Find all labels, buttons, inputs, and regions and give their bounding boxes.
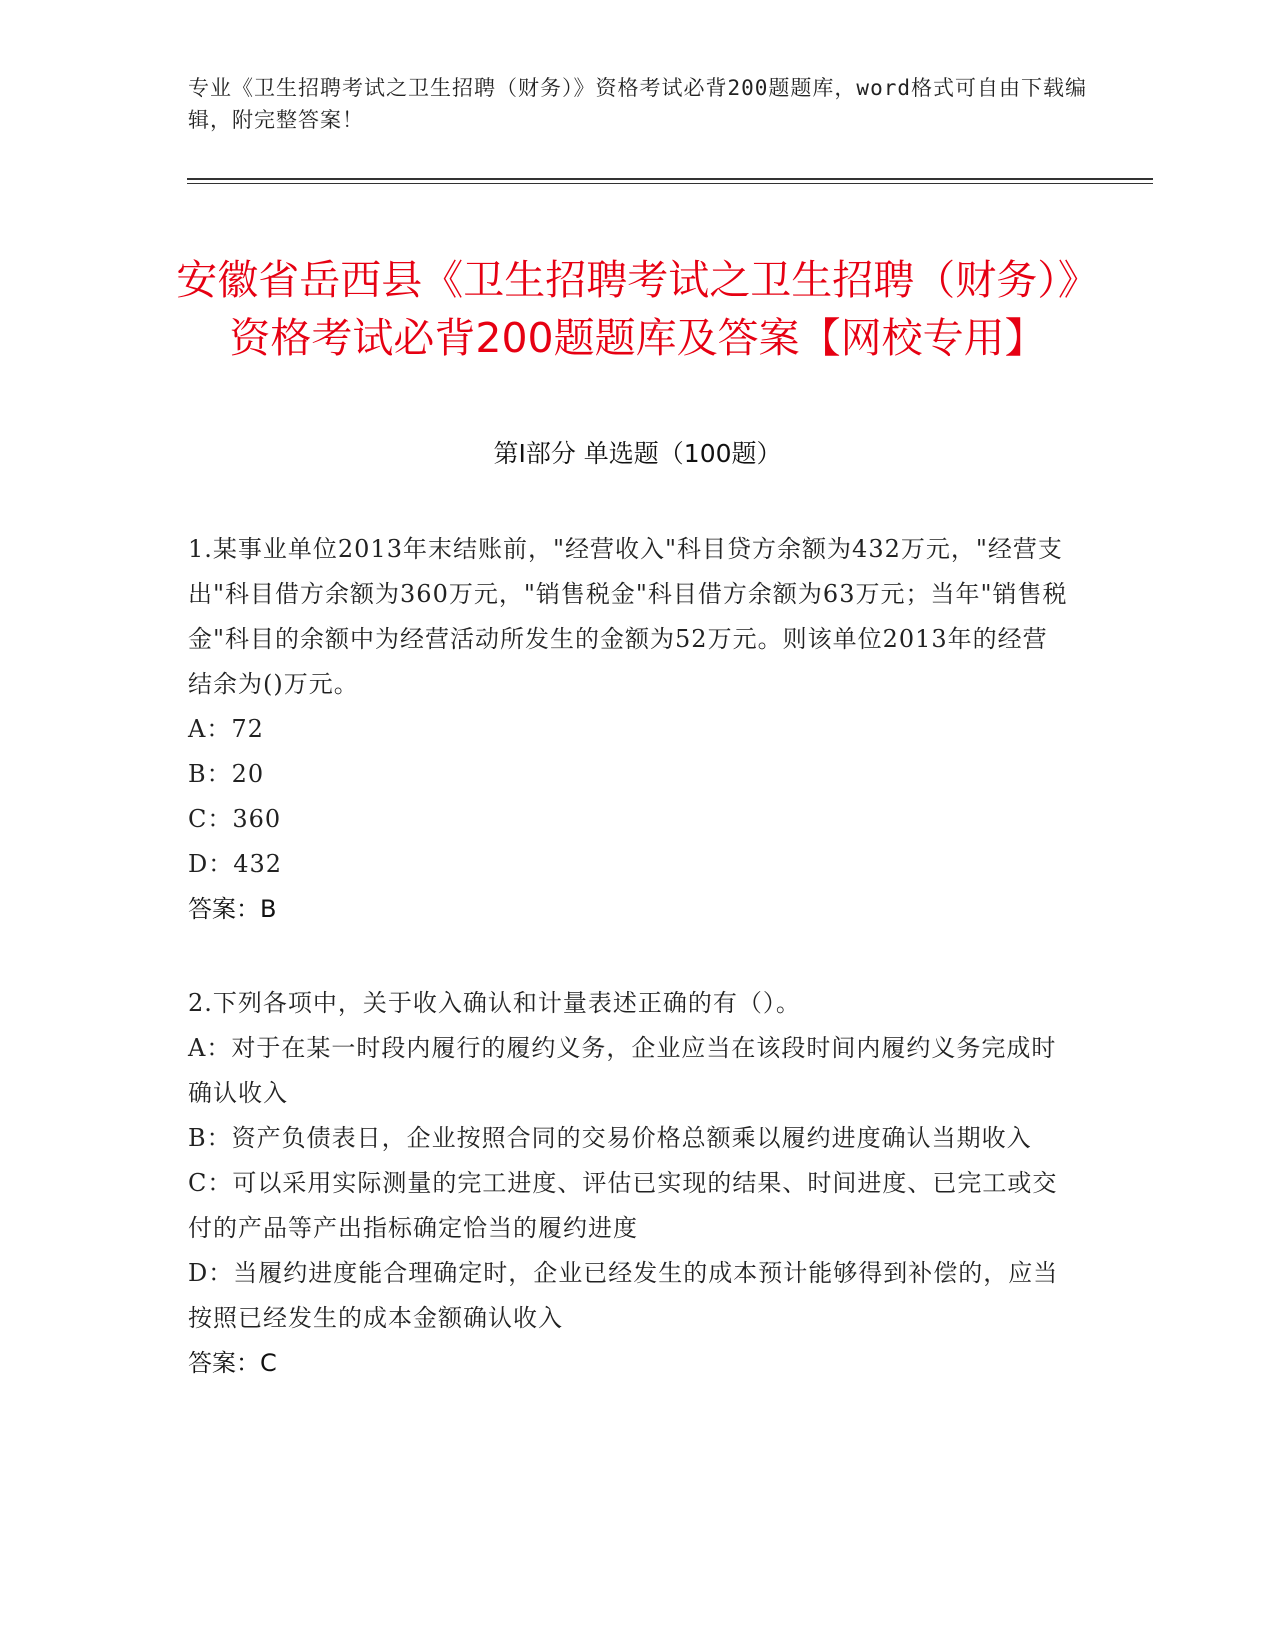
- option-b: B：资产负债表日，企业按照合同的交易价格总额乘以履约进度确认当期收入: [188, 1124, 1032, 1152]
- option-d: D：432: [188, 850, 283, 878]
- header-divider-thin: [187, 183, 1153, 184]
- question-2: [188, 981, 1068, 1386]
- option-c: C：360: [188, 805, 282, 833]
- answer-line: 答案：C: [188, 1349, 277, 1377]
- option-d: D：当履约进度能合理确定时，企业已经发生的成本预计能够得到补偿的，应当按照已经发生的成本金额确认收入: [188, 1259, 1059, 1332]
- header-note: 专业《卫生招聘考试之卫生招聘（财务）》资格考试必背200题题库，word格式可自由下载编辑，附完整答案！: [188, 76, 1087, 132]
- question-stem: 2.下列各项中，关于收入确认和计量表述正确的有（）。: [188, 989, 801, 1017]
- header-divider-thick: [187, 178, 1153, 180]
- section-heading: 第I部分 单选题（100题）: [493, 439, 782, 468]
- answer-line: 答案：B: [188, 895, 277, 923]
- question-1: [188, 527, 1068, 932]
- option-c: C：可以采用实际测量的完工进度、评估已实现的结果、时间进度、已完工或交付的产品等产出指标确定恰当的履约进度: [188, 1169, 1058, 1242]
- question-stem: 1.某事业单位2013年末结账前，"经营收入"科目贷方余额为432万元，"经营支出"科目借方余额为360万元，"销售税金"科目借方余额为63万元；当年"销售税金"科目的余额中为经营活动所发生的金额为52万元。则该单位2013年的经营结余为()万元。: [188, 535, 1068, 698]
- document-title: 安徽省岳西县《卫生招聘考试之卫生招聘（财务）》资格考试必背200题题库及答案【网校专用】: [176, 256, 1099, 363]
- option-a: A：对于在某一时段内履行的履约义务，企业应当在该段时间内履约义务完成时确认收入: [188, 1034, 1057, 1107]
- option-a: A：72: [188, 715, 264, 743]
- option-b: B：20: [188, 760, 265, 788]
